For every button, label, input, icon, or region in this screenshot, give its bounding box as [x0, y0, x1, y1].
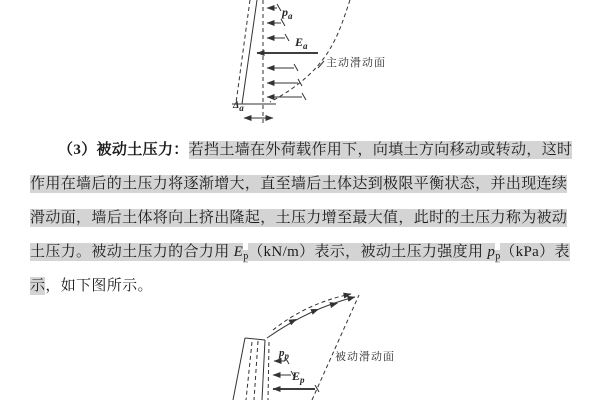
paragraph-line: [30, 172, 582, 206]
delta-label-base: Δ: [233, 100, 240, 111]
paragraph: [30, 138, 582, 308]
text-segment: 土压力。: [30, 244, 92, 260]
pp-pressure-label: [279, 348, 289, 361]
paragraph-line: [30, 206, 582, 240]
pp-label-sub: p: [284, 351, 289, 361]
text-segment: 被动土压力强度用: [360, 244, 488, 260]
figure-active-pressure: [180, 0, 440, 135]
text-segment: p: [243, 251, 249, 262]
retaining-wall: [232, 0, 276, 104]
ep-label-sub: p: [300, 375, 305, 385]
text-segment: 被动土压力的合力用: [91, 244, 234, 260]
text-segment: （3）被动土压力：: [58, 142, 189, 158]
text-segment: p: [495, 251, 501, 262]
text-segment: 滑动面，墙后土体将向上挤出隆起，土压力增至最大值，此时的土压力称为被动: [30, 210, 568, 226]
paragraph-line: [30, 138, 582, 172]
text-segment: E: [233, 244, 244, 260]
figure-passive-pressure: [195, 292, 470, 400]
pa-label-base: p: [282, 5, 288, 19]
delta-a-label: [233, 101, 244, 113]
text-segment: 示: [30, 278, 46, 294]
pa-label-sub: a: [288, 11, 293, 21]
ep-label-base: E: [292, 369, 301, 383]
text-segment: （kPa）表: [500, 244, 570, 260]
ep-force-label: [292, 370, 305, 385]
text-segment: ，如下图所示。: [45, 278, 153, 294]
pa-pressure-label: [282, 6, 293, 21]
ea-label-sub: a: [303, 41, 308, 51]
text-segment: （kN/m）表示，: [248, 244, 361, 260]
passive-pressure-drawing: [195, 292, 470, 400]
heave-arrows: [267, 294, 355, 338]
passive-sliding-surface-label: 被动滑动面: [335, 351, 395, 363]
pp-label-base: p: [279, 347, 285, 359]
paragraph-line: [30, 240, 582, 274]
wall-original-position-line: [268, 342, 269, 400]
text-segment: 若挡土墙在外荷载作用下，向填土方向移动或转动，这时: [188, 142, 573, 158]
text-segment: p: [487, 244, 496, 260]
active-pressure-drawing: [180, 0, 440, 135]
sliding-surface-line: [312, 295, 359, 400]
ea-label-base: E: [295, 35, 304, 49]
retaining-wall: [233, 338, 265, 400]
delta-label-sub: a: [239, 103, 244, 113]
text-segment: 作用在墙后的土压力将逐渐增大，直至墙后土体达到极限平衡状态，并出现连续: [30, 176, 568, 192]
active-sliding-surface-label: 主动滑动面: [326, 57, 386, 69]
ea-force-label: [295, 36, 308, 51]
